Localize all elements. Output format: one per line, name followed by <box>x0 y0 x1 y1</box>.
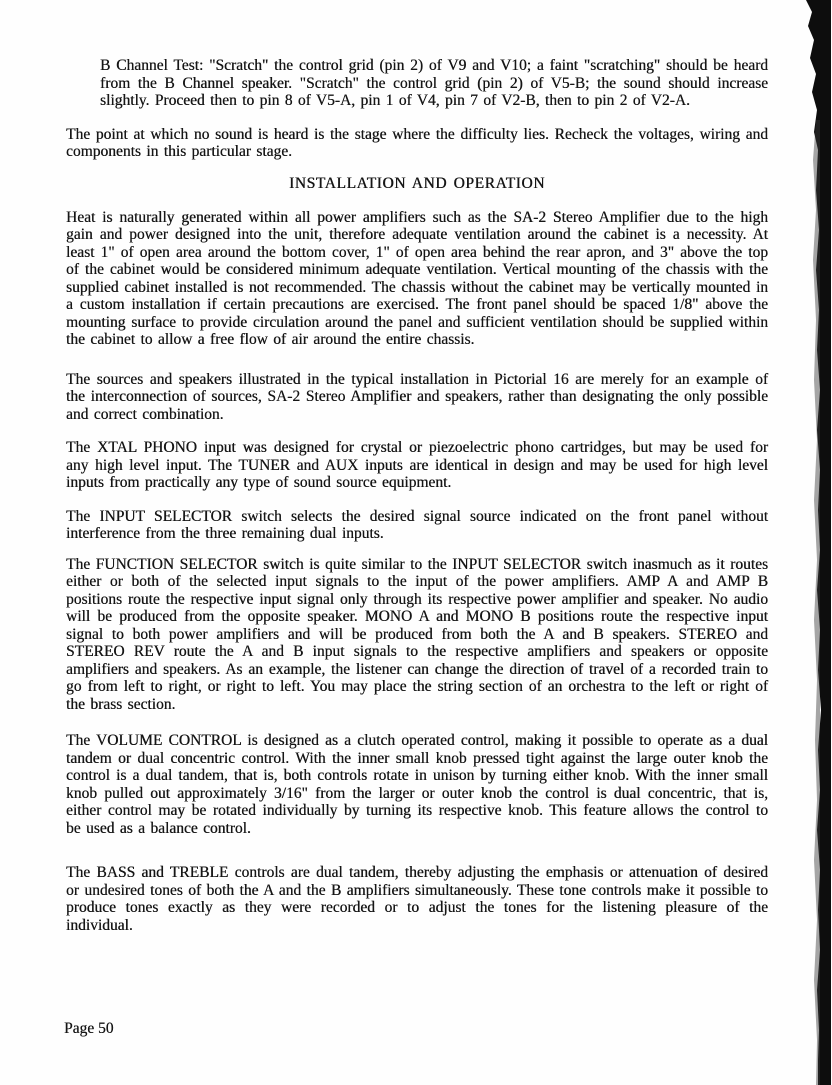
paragraph-function-selector: The FUNCTION SELECTOR switch is quite similar to the INPUT SELECTOR switch inasmuch as it routes either or both of the selected input signals to the input of the power amplifiers. AMP A and AMP B positions route the respective input signal only through its respective power amplifier and speaker. No audio will be produced from the opposite speaker. MONO A and MONO B positions route the respective input signal to both power amplifiers and will be produced from both the A and B speakers. STEREO and STEREO REV route the A and B input signals to the respective amplifiers and speakers or opposite amplifiers and speakers. As an example, the listener can change the direction of travel of a recorded train to go from left to right, or right to left. You may place the string section of an orchestra to the left or right of the brass section. <box>66 555 768 713</box>
paragraph-input-selector: The INPUT SELECTOR switch selects the desired signal source indicated on the front panel without interference from the three remaining dual inputs. <box>66 507 768 542</box>
section-heading-installation-and-operation: INSTALLATION AND OPERATION <box>288 174 545 192</box>
page-content <box>66 0 768 934</box>
paragraph-sources-speakers: The sources and speakers illustrated in the typical installation in Pictorial 16 are merely for an example of the interconnection of sources, SA-2 Stereo Amplifier and speakers, rather than designating the only possible and correct combination. <box>66 370 768 423</box>
paragraph-volume-control: The VOLUME CONTROL is designed as a clutch operated control, making it possible to operate as a dual tandem or dual concentric control. With the inner small knob pressed tight against the large outer knob the control is a dual tandem, that is, both controls rotate in unison by turning either knob. With the inner small knob pulled out approximately 3/16" from the larger or outer knob the control is dual concentric, that is, either control may be rotated individually by turning its respective knob. This feature allows the control to be used as a balance control. <box>66 732 768 837</box>
paragraph-heat-ventilation: Heat is naturally generated within all power amplifiers such as the SA-2 Stereo Amplifier due to the high gain and power designed into the unit, therefore adequate ventilation around the cabinet is a necessity. At least 1" of open area around the bottom cover, 1" of open area behind the rear apron, and 3" above the top of the cabinet would be considered minimum adequate ventilation. Vertical mounting of the chassis with the supplied cabinet installed is not recommended. The chassis without the cabinet may be vertically mounted in a custom installation if certain precautions are exercised. The front panel should be spaced 1/8" above the mounting surface to provide circulation around the panel and sufficient ventilation should be supplied within the cabinet to allow a free flow of air around the entire chassis. <box>66 208 768 348</box>
paragraph-xtal-phono-input: The XTAL PHONO input was designed for crystal or piezoelectric phono cartridges, but may be used for any high level input. The TUNER and AUX inputs are identical in design and may be used for high level inputs from practically any type of sound source equipment. <box>66 439 768 491</box>
paragraph-b-channel-test: B Channel Test: "Scratch" the control grid (pin 2) of V9 and V10; a faint "scratching" should be heard from the B Channel speaker. "Scratch" the control grid (pin 2) of V5-B; the sound should increase slightly. Proceed then to pin 8 of V5-A, pin 1 of V4, pin 7 of V2-B, then to pin 2 of V2-A. <box>100 57 768 109</box>
page-number: Page 50 <box>64 1020 114 1037</box>
paragraph-no-sound-point: The point at which no sound is heard is the stage where the difficulty lies. Recheck the voltages, wiring and components in this particular stage. <box>66 125 768 160</box>
paragraph-bass-treble: The BASS and TREBLE controls are dual tandem, thereby adjusting the emphasis or attenuation of desired or undesired tones of both the A and the B amplifiers simultaneously. These tone controls make it possible to produce tones exactly as they were recorded or to adjust the tones for the listening pleasure of the individual. <box>66 864 768 934</box>
